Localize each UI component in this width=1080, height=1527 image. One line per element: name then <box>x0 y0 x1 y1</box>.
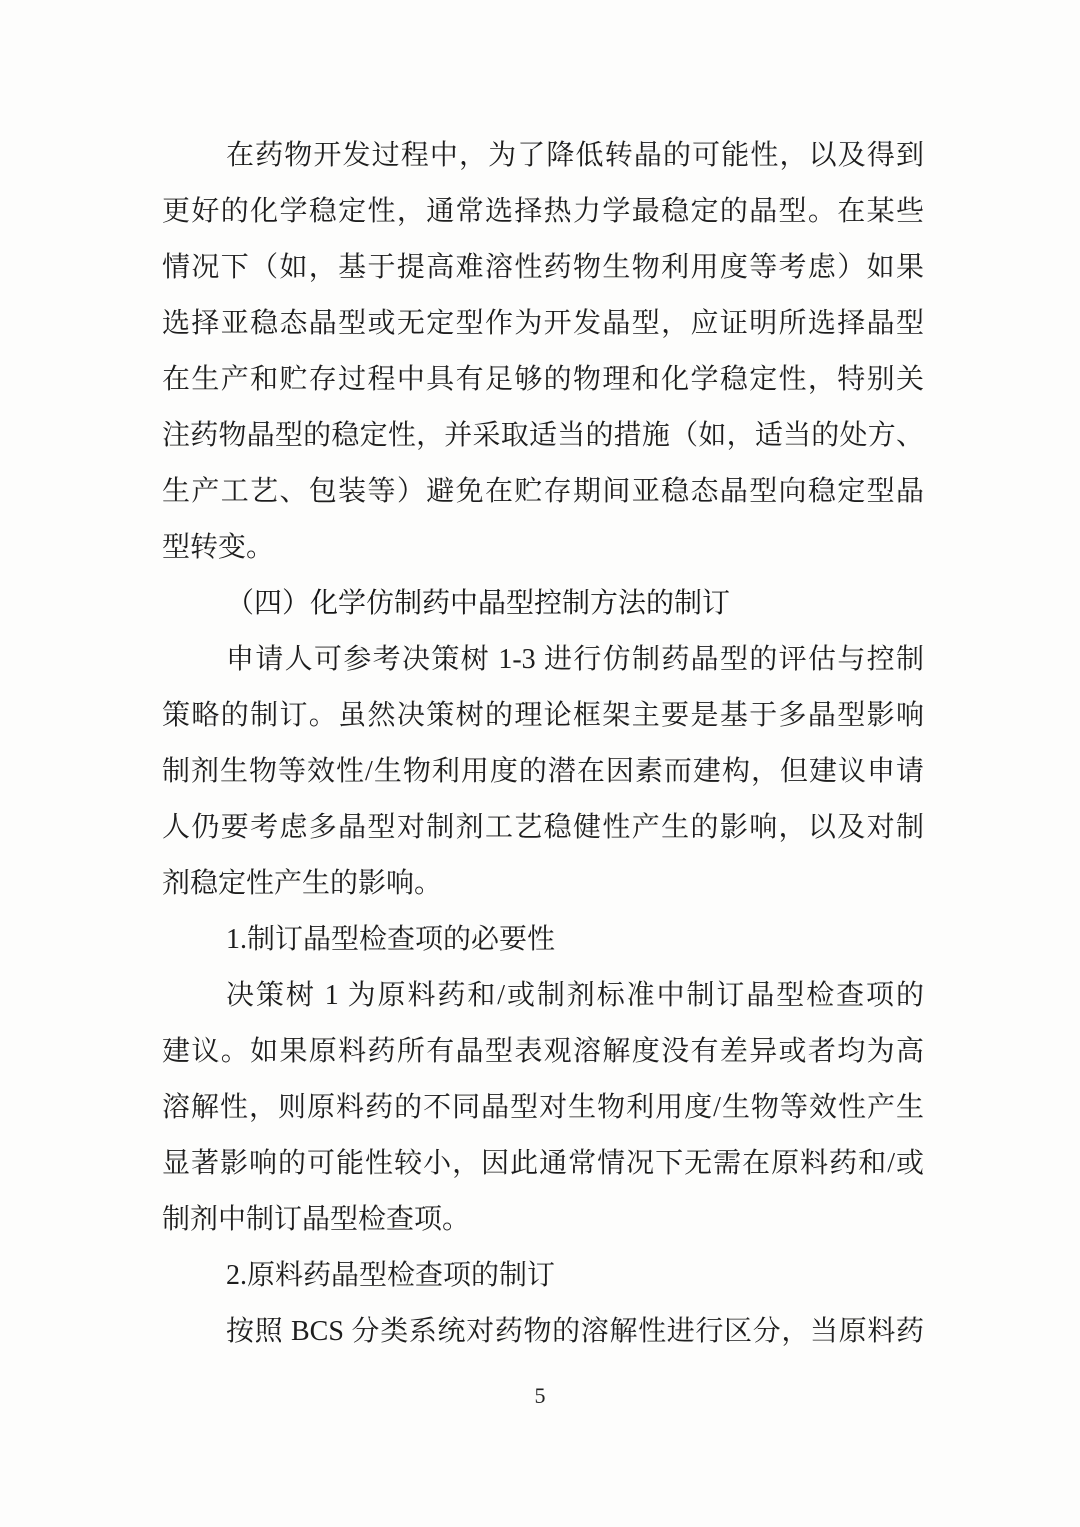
numbered-heading-2: 2.原料药晶型检查项的制订 <box>226 1260 556 1291</box>
body-text-line: 更好的化学稳定性，通常选择热力学最稳定的晶型。在某些 <box>162 196 924 227</box>
body-text-line: 人仍要考虑多晶型对制剂工艺稳健性产生的影响，以及对制 <box>162 812 924 843</box>
page-body <box>162 128 924 1360</box>
body-text-line: 情况下（如，基于提高难溶性药物生物利用度等考虑）如果 <box>162 252 924 283</box>
page-number: 5 <box>534 1383 546 1408</box>
numbered-heading-1: 1.制订晶型检查项的必要性 <box>226 924 556 955</box>
body-text-line: 溶解性，则原料药的不同晶型对生物利用度/生物等效性产生 <box>162 1092 924 1123</box>
body-text-line: 制剂中制订晶型检查项。 <box>162 1204 471 1235</box>
body-text-line: 注药物晶型的稳定性，并采取适当的措施（如，适当的处方、 <box>162 420 924 451</box>
body-text-line: 制剂生物等效性/生物利用度的潜在因素而建构，但建议申请 <box>162 756 924 787</box>
body-text-line: 决策树 1 为原料药和/或制剂标准中制订晶型检查项的 <box>226 980 924 1011</box>
body-text-line: 型转变。 <box>162 532 275 563</box>
body-text-line: 选择亚稳态晶型或无定型作为开发晶型，应证明所选择晶型 <box>162 308 924 339</box>
body-text-line: 策略的制订。虽然决策树的理论框架主要是基于多晶型影响 <box>162 700 924 731</box>
body-text-line: 生产工艺、包装等）避免在贮存期间亚稳态晶型向稳定型晶 <box>162 476 924 507</box>
body-text-line: 在药物开发过程中，为了降低转晶的可能性，以及得到 <box>226 140 924 171</box>
body-text-line: 剂稳定性产生的影响。 <box>162 868 443 899</box>
section-heading-four: （四）化学仿制药中晶型控制方法的制订 <box>226 588 731 619</box>
body-text-line: 申请人可参考决策树 1-3 进行仿制药晶型的评估与控制 <box>226 644 924 675</box>
body-text-line: 在生产和贮存过程中具有足够的物理和化学稳定性，特别关 <box>162 364 924 395</box>
body-text-line: 按照 BCS 分类系统对药物的溶解性进行区分，当原料药 <box>226 1316 924 1347</box>
body-text-line: 建议。如果原料药所有晶型表观溶解度没有差异或者均为高 <box>162 1036 924 1067</box>
body-text-line: 显著影响的可能性较小，因此通常情况下无需在原料药和/或 <box>162 1148 924 1179</box>
